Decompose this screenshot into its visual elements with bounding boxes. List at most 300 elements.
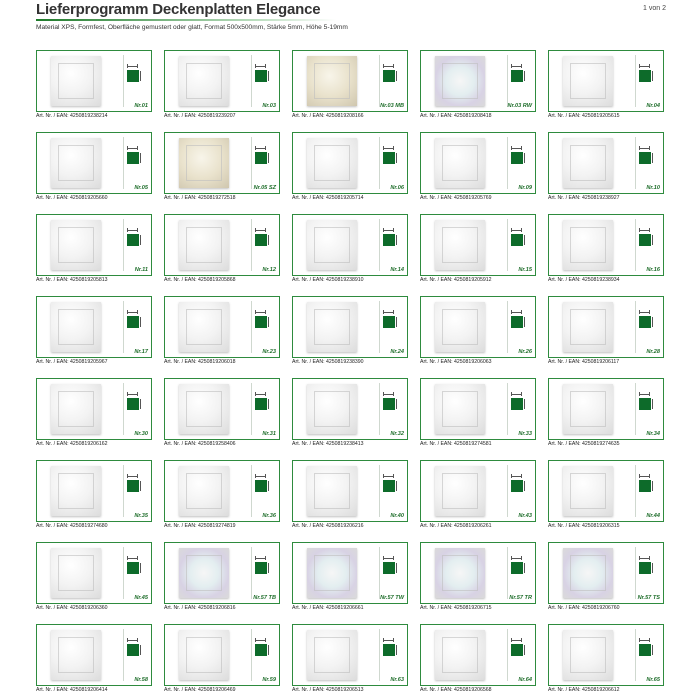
product-card[interactable] <box>292 296 408 366</box>
dimension-icon <box>511 66 522 69</box>
dimension-icon <box>639 148 650 151</box>
color-swatch <box>255 152 267 164</box>
title-underline <box>36 19 336 21</box>
product-frame <box>164 624 280 686</box>
card-divider <box>507 219 508 271</box>
ean-label: Art. Nr. / EAN: 4250819272518 <box>164 195 236 201</box>
product-card[interactable] <box>420 132 536 202</box>
color-swatch <box>255 562 267 574</box>
dimension-height-icon <box>268 235 269 245</box>
model-number: Nr.03 RW <box>507 103 532 109</box>
page-header <box>36 0 666 36</box>
card-divider <box>635 55 636 107</box>
card-divider <box>123 301 124 353</box>
model-number: Nr.59 <box>262 677 276 683</box>
dimension-icon <box>127 148 138 151</box>
tile-photo <box>563 384 613 434</box>
dimension-icon <box>639 558 650 561</box>
product-card[interactable] <box>292 624 408 694</box>
ean-label: Art. Nr. / EAN: 4250819206661 <box>292 605 364 611</box>
dimension-height-icon <box>652 153 653 163</box>
tile-photo <box>307 56 357 106</box>
page-subtitle: Material XPS, Formfest, Oberfläche gemustert oder glatt, Format 500x500mm, Stärke 5mm, Höhe 5-19mm <box>36 24 348 31</box>
card-divider <box>507 137 508 189</box>
card-divider <box>251 629 252 681</box>
ean-label: Art. Nr. / EAN: 4250819274635 <box>548 441 620 447</box>
model-number: Nr.16 <box>646 267 660 273</box>
color-swatch <box>511 70 523 82</box>
tile-photo <box>435 302 485 352</box>
dimension-height-icon <box>524 481 525 491</box>
product-card[interactable] <box>420 378 536 448</box>
product-card[interactable] <box>164 542 280 612</box>
dimension-height-icon <box>268 399 269 409</box>
card-divider <box>379 137 380 189</box>
model-number: Nr.05 <box>134 185 148 191</box>
dimension-height-icon <box>652 645 653 655</box>
product-frame <box>292 214 408 276</box>
dimension-height-icon <box>396 645 397 655</box>
product-frame <box>36 378 152 440</box>
dimension-height-icon <box>652 563 653 573</box>
model-number: Nr.34 <box>646 431 660 437</box>
ean-label: Art. Nr. / EAN: 4250819206360 <box>36 605 108 611</box>
tile-photo <box>179 56 229 106</box>
tile-photo <box>307 138 357 188</box>
product-card[interactable] <box>292 542 408 612</box>
dimension-height-icon <box>268 71 269 81</box>
dimension-height-icon <box>140 399 141 409</box>
card-divider <box>635 137 636 189</box>
dimension-icon <box>255 66 266 69</box>
product-card[interactable] <box>420 624 536 694</box>
product-card[interactable] <box>36 624 152 694</box>
color-swatch <box>639 644 651 656</box>
color-swatch <box>639 234 651 246</box>
card-divider <box>507 465 508 517</box>
model-number: Nr.12 <box>262 267 276 273</box>
color-swatch <box>511 152 523 164</box>
card-divider <box>251 55 252 107</box>
tile-photo <box>563 138 613 188</box>
ean-label: Art. Nr. / EAN: 4250819206513 <box>292 687 364 693</box>
dimension-height-icon <box>140 153 141 163</box>
dimension-height-icon <box>652 399 653 409</box>
product-frame <box>548 460 664 522</box>
ean-label: Art. Nr. / EAN: 4250819205769 <box>420 195 492 201</box>
tile-photo <box>179 220 229 270</box>
product-frame <box>548 378 664 440</box>
color-swatch <box>511 480 523 492</box>
dimension-icon <box>255 394 266 397</box>
model-number: Nr.33 <box>518 431 532 437</box>
model-number: Nr.03 <box>262 103 276 109</box>
tile-photo <box>307 302 357 352</box>
dimension-height-icon <box>396 399 397 409</box>
product-frame <box>420 50 536 112</box>
ean-label: Art. Nr. / EAN: 4250819206760 <box>548 605 620 611</box>
tile-photo <box>435 466 485 516</box>
ean-label: Art. Nr. / EAN: 4250819205660 <box>36 195 108 201</box>
model-number: Nr.65 <box>646 677 660 683</box>
dimension-height-icon <box>140 563 141 573</box>
color-swatch <box>639 316 651 328</box>
dimension-icon <box>383 230 394 233</box>
model-number: Nr.05 SZ <box>253 185 276 191</box>
color-swatch <box>383 234 395 246</box>
color-swatch <box>127 644 139 656</box>
tile-photo <box>179 138 229 188</box>
dimension-icon <box>383 476 394 479</box>
product-card[interactable] <box>36 214 152 284</box>
tile-photo <box>179 384 229 434</box>
tile-photo <box>435 630 485 680</box>
dimension-height-icon <box>396 153 397 163</box>
tile-photo <box>179 466 229 516</box>
ean-label: Art. Nr. / EAN: 4250819258406 <box>164 441 236 447</box>
ean-label: Art. Nr. / EAN: 4250819274680 <box>36 523 108 529</box>
model-number: Nr.57 TS <box>637 595 660 601</box>
tile-photo <box>51 630 101 680</box>
dimension-height-icon <box>140 235 141 245</box>
product-card[interactable] <box>292 460 408 530</box>
model-number: Nr.36 <box>262 513 276 519</box>
product-card[interactable] <box>292 214 408 284</box>
tile-photo <box>307 630 357 680</box>
color-swatch <box>127 398 139 410</box>
color-swatch <box>511 644 523 656</box>
color-swatch <box>511 234 523 246</box>
color-swatch <box>255 70 267 82</box>
product-frame <box>292 460 408 522</box>
dimension-height-icon <box>652 481 653 491</box>
ean-label: Art. Nr. / EAN: 4250819205912 <box>420 277 492 283</box>
tile-photo <box>563 466 613 516</box>
color-swatch <box>255 316 267 328</box>
product-card[interactable] <box>548 132 664 202</box>
ean-label: Art. Nr. / EAN: 4250819238413 <box>292 441 364 447</box>
model-number: Nr.44 <box>646 513 660 519</box>
tile-photo <box>51 220 101 270</box>
ean-label: Art. Nr. / EAN: 4250819206261 <box>420 523 492 529</box>
tile-photo <box>51 138 101 188</box>
model-number: Nr.06 <box>390 185 404 191</box>
dimension-height-icon <box>396 235 397 245</box>
product-card[interactable] <box>36 132 152 202</box>
product-frame <box>164 378 280 440</box>
card-divider <box>379 547 380 599</box>
card-divider <box>251 137 252 189</box>
dimension-icon <box>127 640 138 643</box>
card-divider <box>123 55 124 107</box>
dimension-height-icon <box>396 71 397 81</box>
tile-photo <box>307 466 357 516</box>
dimension-height-icon <box>524 153 525 163</box>
dimension-icon <box>127 558 138 561</box>
ean-label: Art. Nr. / EAN: 4250819206568 <box>420 687 492 693</box>
ean-label: Art. Nr. / EAN: 4250819206063 <box>420 359 492 365</box>
card-divider <box>635 219 636 271</box>
dimension-height-icon <box>524 235 525 245</box>
dimension-icon <box>255 640 266 643</box>
tile-photo <box>179 302 229 352</box>
card-divider <box>507 547 508 599</box>
product-frame <box>164 132 280 194</box>
dimension-height-icon <box>396 563 397 573</box>
ean-label: Art. Nr. / EAN: 4250819206612 <box>548 687 620 693</box>
ean-label: Art. Nr. / EAN: 4250819238390 <box>292 359 364 365</box>
color-swatch <box>511 562 523 574</box>
card-divider <box>251 465 252 517</box>
dimension-icon <box>511 558 522 561</box>
model-number: Nr.04 <box>646 103 660 109</box>
product-card[interactable] <box>548 624 664 694</box>
dimension-height-icon <box>652 235 653 245</box>
model-number: Nr.03 MB <box>380 103 404 109</box>
product-frame <box>420 542 536 604</box>
dimension-height-icon <box>140 71 141 81</box>
dimension-icon <box>255 148 266 151</box>
color-swatch <box>511 398 523 410</box>
model-number: Nr.31 <box>262 431 276 437</box>
product-card[interactable] <box>164 214 280 284</box>
model-number: Nr.30 <box>134 431 148 437</box>
card-divider <box>507 55 508 107</box>
tile-photo <box>51 56 101 106</box>
tile-photo <box>51 548 101 598</box>
tile-photo <box>563 56 613 106</box>
tile-photo <box>51 302 101 352</box>
model-number: Nr.64 <box>518 677 532 683</box>
tile-photo <box>179 630 229 680</box>
dimension-height-icon <box>140 481 141 491</box>
dimension-height-icon <box>140 317 141 327</box>
product-frame <box>548 296 664 358</box>
dimension-icon <box>639 476 650 479</box>
product-card[interactable] <box>420 460 536 530</box>
model-number: Nr.57 TR <box>509 595 532 601</box>
dimension-height-icon <box>524 399 525 409</box>
color-swatch <box>127 152 139 164</box>
card-divider <box>635 465 636 517</box>
dimension-height-icon <box>268 645 269 655</box>
product-card[interactable] <box>548 542 664 612</box>
model-number: Nr.32 <box>390 431 404 437</box>
dimension-icon <box>383 312 394 315</box>
dimension-icon <box>511 230 522 233</box>
product-frame <box>420 460 536 522</box>
model-number: Nr.63 <box>390 677 404 683</box>
model-number: Nr.58 <box>134 677 148 683</box>
product-frame <box>36 50 152 112</box>
color-swatch <box>127 562 139 574</box>
model-number: Nr.40 <box>390 513 404 519</box>
tile-photo <box>563 302 613 352</box>
dimension-height-icon <box>524 71 525 81</box>
product-card[interactable] <box>164 132 280 202</box>
tile-photo <box>307 548 357 598</box>
product-frame <box>36 296 152 358</box>
ean-label: Art. Nr. / EAN: 4250819238934 <box>548 277 620 283</box>
dimension-icon <box>127 312 138 315</box>
product-card[interactable] <box>292 132 408 202</box>
dimension-icon <box>639 640 650 643</box>
dimension-icon <box>383 66 394 69</box>
product-card[interactable] <box>292 378 408 448</box>
model-number: Nr.35 <box>134 513 148 519</box>
product-card[interactable] <box>164 378 280 448</box>
card-divider <box>379 465 380 517</box>
product-card[interactable] <box>420 296 536 366</box>
card-divider <box>251 301 252 353</box>
dimension-height-icon <box>140 645 141 655</box>
product-card[interactable] <box>292 50 408 120</box>
card-divider <box>379 55 380 107</box>
dimension-icon <box>511 476 522 479</box>
tile-photo <box>435 548 485 598</box>
product-frame <box>164 50 280 112</box>
ean-label: Art. Nr. / EAN: 4250819206469 <box>164 687 236 693</box>
dimension-icon <box>511 640 522 643</box>
dimension-height-icon <box>524 563 525 573</box>
product-frame <box>420 378 536 440</box>
ean-label: Art. Nr. / EAN: 4250819206315 <box>548 523 620 529</box>
ean-label: Art. Nr. / EAN: 4250819206018 <box>164 359 236 365</box>
card-divider <box>507 301 508 353</box>
product-card[interactable] <box>420 214 536 284</box>
product-frame <box>420 624 536 686</box>
product-frame <box>36 460 152 522</box>
dimension-height-icon <box>524 317 525 327</box>
ean-label: Art. Nr. / EAN: 4250819205868 <box>164 277 236 283</box>
dimension-height-icon <box>268 153 269 163</box>
dimension-icon <box>511 148 522 151</box>
product-frame <box>548 214 664 276</box>
model-number: Nr.14 <box>390 267 404 273</box>
tile-photo <box>51 384 101 434</box>
card-divider <box>635 629 636 681</box>
ean-label: Art. Nr. / EAN: 4250819205714 <box>292 195 364 201</box>
product-frame <box>292 132 408 194</box>
card-divider <box>123 547 124 599</box>
ean-label: Art. Nr. / EAN: 4250819205967 <box>36 359 108 365</box>
product-card[interactable] <box>548 50 664 120</box>
card-divider <box>251 383 252 435</box>
tile-photo <box>179 548 229 598</box>
ean-label: Art. Nr. / EAN: 4250819274819 <box>164 523 236 529</box>
product-frame <box>548 624 664 686</box>
color-swatch <box>639 152 651 164</box>
dimension-height-icon <box>652 71 653 81</box>
card-divider <box>635 301 636 353</box>
color-swatch <box>639 562 651 574</box>
product-frame <box>36 624 152 686</box>
color-swatch <box>511 316 523 328</box>
product-frame <box>292 296 408 358</box>
ean-label: Art. Nr. / EAN: 4250819206414 <box>36 687 108 693</box>
tile-photo <box>307 384 357 434</box>
dimension-icon <box>127 66 138 69</box>
dimension-icon <box>639 394 650 397</box>
model-number: Nr.10 <box>646 185 660 191</box>
color-swatch <box>127 480 139 492</box>
tile-photo <box>307 220 357 270</box>
dimension-icon <box>383 148 394 151</box>
product-card[interactable] <box>164 460 280 530</box>
ean-label: Art. Nr. / EAN: 4250819206216 <box>292 523 364 529</box>
product-card[interactable] <box>164 50 280 120</box>
card-divider <box>507 383 508 435</box>
product-card[interactable] <box>420 50 536 120</box>
product-card[interactable] <box>548 378 664 448</box>
product-frame <box>292 50 408 112</box>
product-card[interactable] <box>420 542 536 612</box>
product-card[interactable] <box>548 296 664 366</box>
color-swatch <box>383 398 395 410</box>
dimension-icon <box>511 312 522 315</box>
product-card[interactable] <box>164 624 280 694</box>
product-frame <box>548 132 664 194</box>
product-card[interactable] <box>164 296 280 366</box>
dimension-icon <box>511 394 522 397</box>
product-frame <box>548 542 664 604</box>
product-frame <box>164 542 280 604</box>
model-number: Nr.24 <box>390 349 404 355</box>
product-card[interactable] <box>36 378 152 448</box>
product-card[interactable] <box>548 214 664 284</box>
product-card[interactable] <box>36 296 152 366</box>
card-divider <box>123 137 124 189</box>
product-frame <box>292 624 408 686</box>
dimension-icon <box>127 394 138 397</box>
card-divider <box>379 219 380 271</box>
card-divider <box>251 547 252 599</box>
ean-label: Art. Nr. / EAN: 4250819206117 <box>548 359 620 365</box>
card-divider <box>635 383 636 435</box>
product-frame <box>292 378 408 440</box>
color-swatch <box>255 234 267 246</box>
dimension-icon <box>127 476 138 479</box>
color-swatch <box>127 316 139 328</box>
product-card[interactable] <box>548 460 664 530</box>
model-number: Nr.43 <box>518 513 532 519</box>
color-swatch <box>255 480 267 492</box>
dimension-icon <box>639 230 650 233</box>
dimension-height-icon <box>396 317 397 327</box>
color-swatch <box>383 316 395 328</box>
product-card[interactable] <box>36 542 152 612</box>
dimension-icon <box>639 312 650 315</box>
color-swatch <box>127 234 139 246</box>
ean-label: Art. Nr. / EAN: 4250819238910 <box>292 277 364 283</box>
product-frame <box>36 542 152 604</box>
model-number: Nr.57 TB <box>253 595 276 601</box>
product-card[interactable] <box>36 50 152 120</box>
color-swatch <box>639 70 651 82</box>
ean-label: Art. Nr. / EAN: 4250819206816 <box>164 605 236 611</box>
product-frame <box>164 214 280 276</box>
tile-photo <box>435 56 485 106</box>
page-number: 1 von 2 <box>643 5 666 12</box>
product-card[interactable] <box>36 460 152 530</box>
ean-label: Art. Nr. / EAN: 4250819208418 <box>420 113 492 119</box>
model-number: Nr.57 TW <box>380 595 404 601</box>
ean-label: Art. Nr. / EAN: 4250819206162 <box>36 441 108 447</box>
dimension-icon <box>255 312 266 315</box>
ean-label: Art. Nr. / EAN: 4250819206715 <box>420 605 492 611</box>
product-frame <box>164 296 280 358</box>
model-number: Nr.28 <box>646 349 660 355</box>
